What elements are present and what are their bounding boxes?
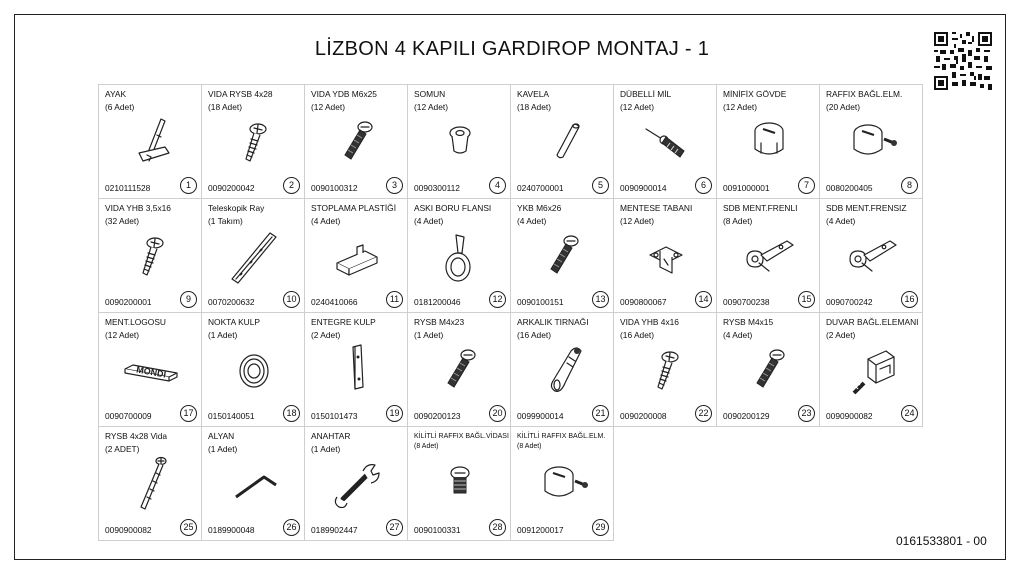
raffix-connector-icon [842, 111, 902, 175]
part-code: 0189900048 [208, 525, 255, 535]
part-number-badge: 20 [489, 405, 506, 422]
part-code: 0090300112 [414, 183, 460, 193]
part-cell [99, 427, 202, 541]
part-name: VIDA YDB M6x25 [311, 89, 377, 99]
part-quantity: (6 Adet) [105, 102, 135, 112]
part-quantity: (1 Adet) [208, 444, 238, 454]
part-cell [305, 427, 408, 541]
bolt-icon [327, 111, 387, 175]
part-number-badge: 18 [283, 405, 300, 422]
bolt-icon [533, 225, 593, 289]
part-number-badge: 9 [180, 291, 197, 308]
part-code: 0090900082 [826, 411, 873, 421]
rail-icon [224, 225, 284, 289]
part-code: 0090800067 [620, 297, 667, 307]
part-cell [511, 199, 614, 313]
part-quantity: (1 Takım) [208, 216, 243, 226]
part-quantity: (8 Adet) [414, 443, 439, 450]
nut-icon [430, 111, 490, 175]
part-code: 0210111528 [105, 183, 151, 193]
part-code: 0070200632 [208, 297, 255, 307]
knob-icon [224, 339, 284, 403]
flange-icon [430, 225, 490, 289]
part-code: 0080200405 [826, 183, 873, 193]
part-number-badge: 21 [592, 405, 609, 422]
part-number-badge: 23 [798, 405, 815, 422]
allen-key-icon [224, 453, 284, 517]
part-cell [202, 427, 305, 541]
part-name: VIDA RYSB 4x28 [208, 89, 273, 99]
part-quantity: (20 Adet) [826, 102, 860, 112]
part-quantity: (32 Adet) [105, 216, 139, 226]
part-quantity: (4 Adet) [723, 330, 753, 340]
part-code: 0090100331 [414, 525, 461, 535]
part-number-badge: 6 [695, 177, 712, 194]
part-quantity: (2 ADET) [105, 444, 140, 454]
part-quantity: (12 Adet) [723, 102, 757, 112]
part-name: RYSB M4x23 [414, 317, 465, 327]
parts-grid [98, 84, 923, 541]
part-code: 0090700242 [826, 297, 873, 307]
part-quantity: (16 Adet) [517, 330, 551, 340]
part-code: 0181200046 [414, 297, 461, 307]
part-quantity: (1 Adet) [414, 330, 444, 340]
part-number-badge: 7 [798, 177, 815, 194]
dowel-pin-icon [636, 111, 696, 175]
part-name: RYSB 4x28 Vida [105, 431, 168, 441]
part-quantity: (8 Adet) [517, 443, 542, 450]
part-name: ENTEGRE KULP [311, 317, 376, 327]
part-name: MENTESE TABANI [620, 203, 693, 213]
part-number-badge: 5 [592, 177, 609, 194]
page-title: LİZBON 4 KAPILI GARDIROP MONTAJ - 1 [314, 38, 710, 60]
part-name: YKB M6x26 [517, 203, 562, 213]
part-cell [99, 313, 202, 427]
part-cell [511, 313, 614, 427]
handle-icon [327, 339, 387, 403]
hinge-plate-icon [636, 225, 696, 289]
raffix-screw-icon [430, 453, 490, 517]
part-quantity: (12 Adet) [105, 330, 139, 340]
part-quantity: (18 Adet) [517, 102, 551, 112]
part-number-badge: 28 [489, 519, 506, 536]
part-code: 0090900082 [105, 525, 152, 535]
part-cell [511, 427, 614, 541]
screw-icon [224, 111, 284, 175]
part-quantity: (1 Adet) [311, 444, 341, 454]
part-code: 0090100151 [517, 297, 564, 307]
part-code: 0090200001 [105, 297, 152, 307]
part-name: NOKTA KULP [208, 317, 260, 327]
part-code: 0189902447 [311, 525, 358, 535]
part-cell [305, 85, 408, 199]
part-cell [408, 85, 511, 199]
part-cell [717, 199, 820, 313]
cam-lock-icon [739, 111, 799, 175]
wall-bracket-icon [842, 339, 902, 403]
part-code: 0091200017 [517, 525, 564, 535]
bolt-icon [739, 339, 799, 403]
part-name: STOPLAMA PLASTİĞİ [311, 203, 397, 213]
part-number-badge: 27 [386, 519, 403, 536]
long-screw-icon [121, 453, 181, 517]
raffix-connector-icon [533, 453, 593, 517]
part-quantity: (12 Adet) [414, 102, 448, 112]
part-cell [717, 85, 820, 199]
part-number-badge: 16 [901, 291, 918, 308]
part-quantity: (16 Adet) [620, 330, 654, 340]
part-name: ANAHTAR [311, 431, 351, 441]
part-number-badge: 14 [695, 291, 712, 308]
part-number-badge: 2 [283, 177, 300, 194]
part-quantity: (18 Adet) [208, 102, 242, 112]
part-cell [614, 85, 717, 199]
part-code: 0090100312 [311, 183, 358, 193]
back-clip-icon [533, 339, 593, 403]
part-code: 0240410066 [311, 297, 358, 307]
part-cell [202, 199, 305, 313]
part-cell [305, 313, 408, 427]
foot-icon [121, 111, 181, 175]
wrench-icon [327, 453, 387, 517]
part-name: AYAK [105, 89, 127, 99]
part-name: ALYAN [208, 431, 235, 441]
part-name: Teleskopik Ray [208, 203, 265, 213]
part-number-badge: 29 [592, 519, 609, 536]
logo-plate-icon [121, 339, 181, 403]
part-cell [614, 313, 717, 427]
part-code: 0090200042 [208, 183, 255, 193]
qr-code-icon [934, 32, 992, 90]
part-name: KAVELA [517, 89, 549, 99]
part-cell [408, 427, 511, 541]
part-name: MİNİFİX GÖVDE [723, 89, 787, 99]
logo-plate-text: MONDI [135, 364, 167, 380]
part-cell [820, 313, 923, 427]
part-number-badge: 17 [180, 405, 197, 422]
part-name: SDB MENT.FRENSIZ [826, 203, 907, 213]
part-name: DÜBELLİ MİL [620, 89, 672, 99]
part-name: SDB MENT.FRENLI [723, 203, 798, 213]
screw-icon [121, 225, 181, 289]
part-cell [614, 199, 717, 313]
part-quantity: (4 Adet) [311, 216, 341, 226]
part-cell [717, 313, 820, 427]
part-quantity: (4 Adet) [826, 216, 856, 226]
part-quantity: (12 Adet) [311, 102, 345, 112]
part-cell [99, 85, 202, 199]
bolt-icon [430, 339, 490, 403]
part-quantity: (2 Adet) [311, 330, 341, 340]
document-number: 0161533801 - 00 [896, 534, 987, 548]
part-name: KİLİTLİ RAFFIX BAĞL.VİDASI [414, 433, 509, 440]
part-number-badge: 22 [695, 405, 712, 422]
part-quantity: (4 Adet) [414, 216, 444, 226]
part-code: 0090200123 [414, 411, 461, 421]
part-quantity: (4 Adet) [517, 216, 547, 226]
part-code: 0090700238 [723, 297, 770, 307]
part-quantity: (1 Adet) [208, 330, 238, 340]
part-cell [305, 199, 408, 313]
part-quantity: (2 Adet) [826, 330, 856, 340]
part-cell [202, 85, 305, 199]
part-cell [99, 199, 202, 313]
part-number-badge: 26 [283, 519, 300, 536]
part-cell [820, 85, 923, 199]
part-code: 0150140051 [208, 411, 255, 421]
part-code: 0240700001 [517, 183, 564, 193]
part-number-badge: 24 [901, 405, 918, 422]
part-name: RAFFIX BAĞL.ELM. [826, 89, 903, 99]
part-cell [408, 199, 511, 313]
part-number-badge: 25 [180, 519, 197, 536]
part-code: 0091000001 [723, 183, 770, 193]
part-code: 0090900014 [620, 183, 667, 193]
part-name: ARKALIK TIRNAĞI [517, 317, 589, 327]
part-name: KİLİTLİ RAFFIX BAĞL.ELM. [517, 433, 606, 440]
part-name: VIDA YHB 3,5x16 [105, 203, 171, 213]
dowel-icon [533, 111, 593, 175]
part-name: ASKI BORU FLANSI [414, 203, 492, 213]
part-quantity: (12 Adet) [620, 102, 654, 112]
part-number-badge: 8 [901, 177, 918, 194]
part-cell [202, 313, 305, 427]
screw-icon [636, 339, 696, 403]
part-number-badge: 19 [386, 405, 403, 422]
part-cell [511, 85, 614, 199]
part-name: RYSB M4x15 [723, 317, 774, 327]
part-number-badge: 13 [592, 291, 609, 308]
part-number-badge: 12 [489, 291, 506, 308]
part-number-badge: 10 [283, 291, 300, 308]
part-number-badge: 11 [386, 291, 403, 308]
part-name: MENT.LOGOSU [105, 317, 166, 327]
part-code: 0090200129 [723, 411, 770, 421]
hinge-icon [739, 225, 799, 289]
part-number-badge: 1 [180, 177, 197, 194]
part-quantity: (12 Adet) [620, 216, 654, 226]
part-number-badge: 4 [489, 177, 506, 194]
stopper-icon [327, 225, 387, 289]
part-code: 0090200008 [620, 411, 667, 421]
part-cell [820, 199, 923, 313]
part-number-badge: 3 [386, 177, 403, 194]
part-code: 0090700009 [105, 411, 152, 421]
part-number-badge: 15 [798, 291, 815, 308]
part-name: VIDA YHB 4x16 [620, 317, 679, 327]
part-quantity: (8 Adet) [723, 216, 753, 226]
part-code: 0150101473 [311, 411, 358, 421]
part-code: 0099900014 [517, 411, 564, 421]
part-cell [408, 313, 511, 427]
hinge-icon [842, 225, 902, 289]
part-name: SOMUN [414, 89, 446, 99]
part-name: DUVAR BAĞL.ELEMANI [826, 317, 919, 327]
